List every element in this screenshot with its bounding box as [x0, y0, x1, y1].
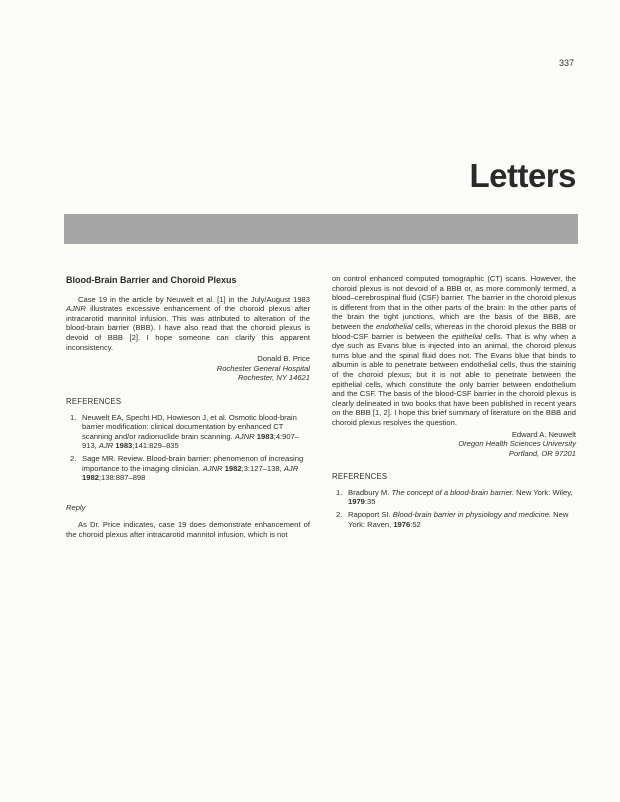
references-list	[332, 488, 576, 529]
signature-name: Donald B. Price	[257, 354, 310, 364]
signature-location: Rochester, NY 14621	[237, 373, 310, 383]
letter-signature	[66, 354, 310, 383]
section-title: Letters	[469, 157, 576, 194]
reference-item: 1. Bradbury M. The concept of a blood-brain barrier. New York: Wiley, 1979:35	[336, 487, 573, 507]
reference-item: 2. Sage MR. Review. Blood-brain barrier: phenomenon of increasing importance to the imaging clinician. AJNR 1982;3:127–138, AJR 1982;138:887–898	[70, 453, 304, 483]
signature-affiliation: Rochester General Hospital	[216, 363, 310, 373]
signature-affiliation: Oregon Health Sciences University	[458, 439, 576, 449]
right-column	[332, 274, 576, 532]
left-column	[66, 276, 310, 539]
letter-paragraph: Case 19 in the article by Neuwelt et al. [1] in the July/August 1983 AJNR illustrates excessive enhancement of the choroid plexus after intracarotid mannitol infusion. This was attributed to alteration of the blood-brain barrier (BBB). I have also read that the choroid plexus is devoid of BBB [2]. I hope someone can clarify this apparent inconsistency.	[66, 294, 310, 352]
references-heading: REFERENCES	[332, 472, 388, 482]
section-banner	[64, 214, 578, 244]
signature-location: Portland, OR 97201	[508, 448, 576, 458]
reply-paragraph-start: As Dr. Price indicates, case 19 does demonstrate enhancement of the choroid plexus after intracarotid mannitol infusion, which is not	[66, 520, 310, 539]
reply-paragraph-continued: on control enhanced computed tomographic (CT) scans. However, the choroid plexus is not devoid of a BBB or, as more commonly termed, a blood–cerebrospinal fluid (CSF) barrier. The barrier in the choroid plexus is different from that in the other parts of the brain: In the other parts of the brain the tight junctions, which are the basis of the BBB, are between the endothelial cells, whereas in the choroid plexus the BBB or blood-CSF barrier is between the epithelial cells. That is why when a dye such as Evans blue is injected into an animal, the choroid plexus turns blue and the spinal fluid does not. The Evans blue that binds to albumin is able to penetrate between endothelial cells, thus the staining of the choroid plexus; but it is not able to penetrate between the epithelial cells, which constitute the only barrier between endothelium and the CSF. The basis of the blood-CSF barrier in the choroid plexus is clearly delineated in two books that have been published in recent years on the BBB [1, 2]. I hope this brief summary of literature on the BBB and choroid plexus resolves the question.	[332, 274, 576, 427]
signature-name: Edward A. Neuwelt	[511, 429, 576, 439]
article-title: Blood-Brain Barrier and Choroid Plexus	[66, 275, 237, 285]
page-number: 337	[558, 58, 574, 68]
reference-item: 2. Rapoport SI. Blood-brain barrier in physiology and medicine. New York: Raven, 1976:52	[336, 510, 569, 529]
references-heading: REFERENCES	[66, 396, 122, 406]
reply-heading: Reply	[66, 502, 86, 512]
reference-item: 1. Neuwelt EA, Specht HD, Howieson J, et al. Osmotic blood-brain barrier modification: clinical documentation by enhanced CT scanning and/or radionuclide brain scanning. AJNR 1983;4:907–913, AJR 1983;141:829–835	[70, 412, 300, 451]
references-list	[66, 413, 310, 483]
reply-signature	[332, 430, 576, 459]
